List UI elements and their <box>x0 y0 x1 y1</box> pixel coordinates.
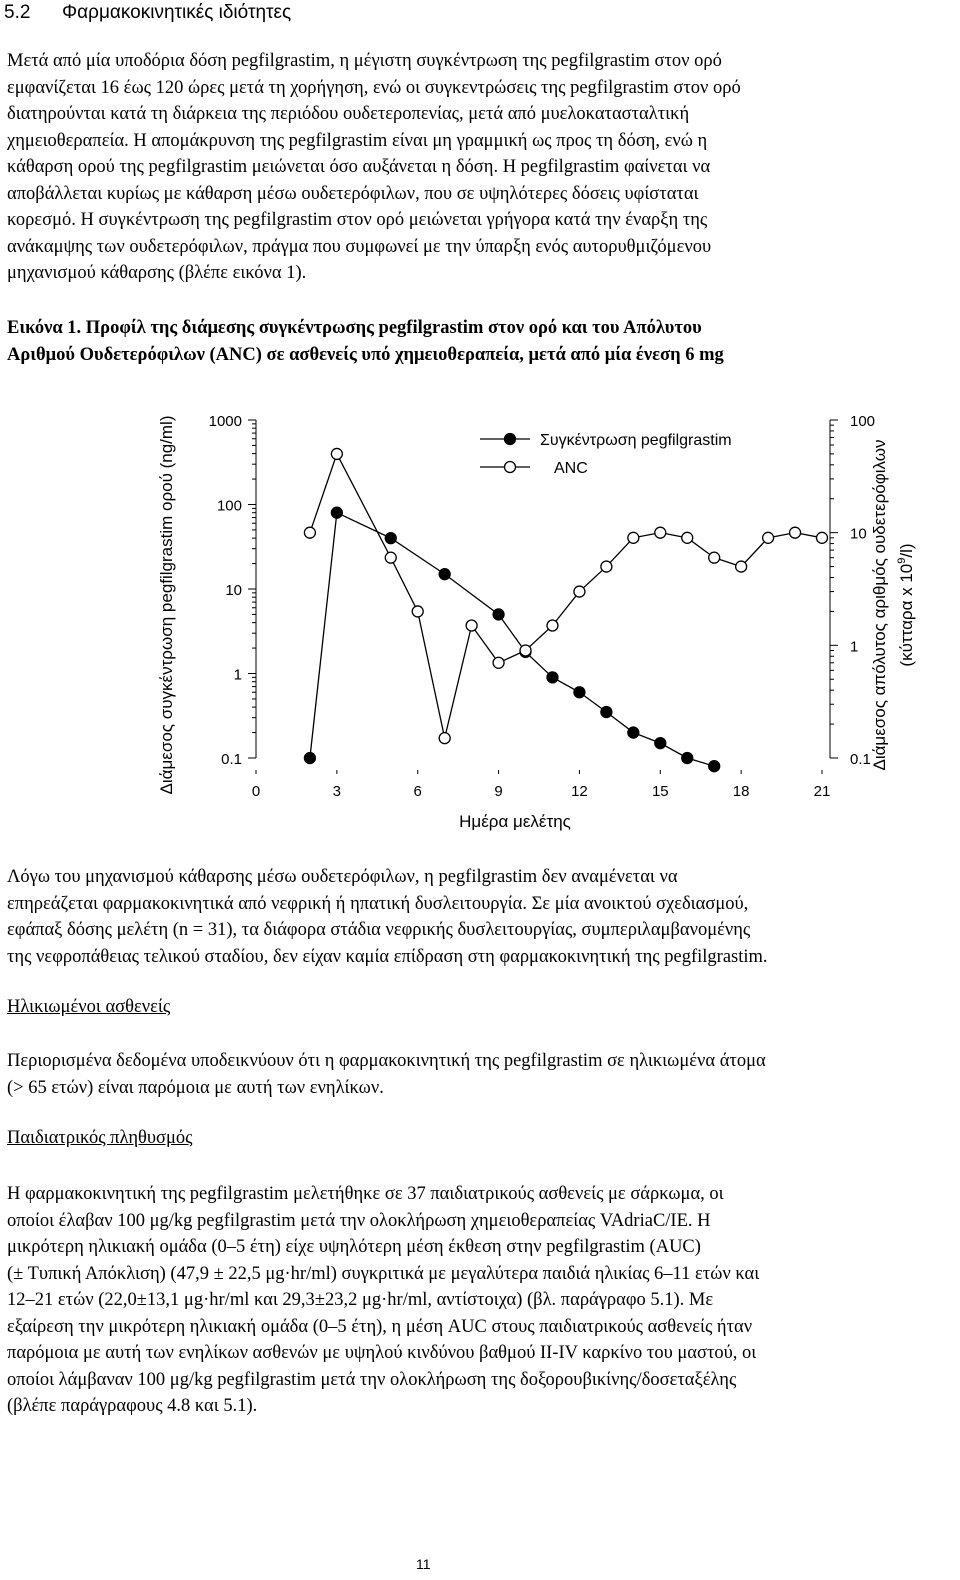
x-tick-label: 15 <box>651 783 669 800</box>
pegfilgrastim-point <box>709 761 720 772</box>
anc-point <box>304 527 315 538</box>
anc-point <box>547 620 558 631</box>
x-tick-label: 0 <box>251 783 261 800</box>
x-tick-label: 3 <box>332 783 342 800</box>
x-tick-label: 6 <box>413 783 422 800</box>
anc-point <box>709 552 720 563</box>
text-line: Η φαρμακοκινητική της pegfilgrastim μελετήθηκε σε 37 παιδιατρικούς ασθενείς με σάρκωμα, οι <box>7 1184 724 1204</box>
anc-point <box>655 527 666 538</box>
intro-paragraph <box>7 48 953 287</box>
text-line: μικρότερη ηλικιακή ομάδα (0–5 έτη) είχε υψηλότερη μέση έκθεση στην pegfilgrastim (AUC) <box>7 1237 701 1257</box>
section-heading <box>4 2 291 24</box>
text-line: κάθαρση ορού της pegfilgrastim μειώνεται όσο αυξάνεται η δόση. Η pegfilgrastim φαίνεται να <box>7 157 711 177</box>
anc-point <box>628 532 639 543</box>
text-line: εφάπαξ δόσης μελέτη (n = 31), τα διάφορα στάδια νεφρικής δυσλειτουργίας, συμπεριλαμβανομένης <box>7 920 751 940</box>
anc-point <box>601 561 612 572</box>
page-number: 11 <box>416 1556 431 1572</box>
chart-svg <box>150 370 950 850</box>
pegfilgrastim-point <box>655 738 666 749</box>
y-right-tick-label: 10 <box>850 525 867 543</box>
series-line-pegfilgrastim <box>310 513 714 767</box>
text-line: της νεφροπάθειας τελικού σταδίου, δεν είχαν καμία επίδραση στη φαρμακοκινητική της pegfilgrastim. <box>7 946 768 967</box>
anc-point <box>412 606 423 617</box>
pegfilgrastim-point <box>331 507 342 518</box>
text-line: οποίοι λάμβαναν 100 μg/kg pegfilgrastim μετά την ολοκλήρωση της δοξορουβικίνης/δοσεταξέλης <box>7 1369 737 1390</box>
units-suffix: /l) <box>897 543 916 558</box>
figure-caption-line: Αριθμού Ουδετερόφιλων (ANC) σε ασθενείς υπό χημειοθεραπεία, μετά από μία ένεση 6 mg <box>7 345 724 365</box>
x-axis-label: Ημέρα μελέτης <box>459 812 571 831</box>
y-right-tick-label: 1 <box>850 638 859 656</box>
anc-point <box>466 620 477 631</box>
text-line: παρόμοια με αυτή των ενηλίκων ασθενών με υψηλού κινδύνου βαθμού II-IV καρκίνο του μαστού, οι <box>7 1343 757 1363</box>
text-line: κορεσμό. Η συγκέντρωση της pegfilgrastim στον ορό μειώνεται γρήγορα κατά την έναρξη της <box>7 210 708 230</box>
anc-point <box>331 448 342 459</box>
pegfilgrastim-point <box>682 753 693 764</box>
text-line: διατηρούνται κατά τη διάρκεια της περιόδου ουδετεροπενίας, μετά από μυελοκατασταλτική <box>7 104 690 124</box>
anc-point <box>574 586 585 597</box>
y-axis-right-label-units <box>896 543 916 666</box>
anc-point <box>736 561 747 572</box>
y-right-tick-label: 100 <box>850 413 876 430</box>
text-line: εξαίρεση την μικρότερη ηλικιακή ομάδα (0–5 έτη), η μέση AUC στους παιδιατρικούς ασθενείς ήταν <box>7 1316 753 1337</box>
renal-paragraph <box>7 864 953 970</box>
pegfilgrastim-point <box>628 727 639 738</box>
anc-point <box>493 657 504 668</box>
legend-marker <box>505 462 516 473</box>
pk-chart <box>150 370 950 850</box>
y-axis-left-label: Διάμεσος συγκέντρωση pegfilgrastim ορού (ng/ml) <box>157 415 176 795</box>
text-line: 12–21 ετών (22,0±13,1 μg·hr/ml και 29,3±23,2 μg·hr/ml, αντίστοιχα) (βλ. παράγραφο 5.1). Με <box>7 1290 714 1310</box>
y-left-tick-label: 1000 <box>208 413 242 430</box>
pediatric-paragraph <box>7 1181 953 1420</box>
anc-point <box>817 532 828 543</box>
x-tick-label: 12 <box>571 783 588 800</box>
anc-point <box>385 552 396 563</box>
text-line: ανάκαμψης των ουδετερόφιλων, πράγμα που συμφωνεί με την ύπαρξη ενός αυτορυθμιζόμενου <box>7 236 712 257</box>
pegfilgrastim-point <box>304 753 315 764</box>
text-line: (± Τυπική Απόκλιση) (47,9 ± 22,5 μg·hr/ml) συγκριτικά με μεγαλύτερα παιδιά ηλικίας 6–11 ετών και <box>7 1263 760 1284</box>
text-line: (> 65 ετών) είναι παρόμοια με αυτή των ενηλίκων. <box>7 1077 384 1098</box>
y-left-tick-label: 0.1 <box>221 751 242 768</box>
text-line: Περιορισμένα δεδομένα υποδεικνύουν ότι η φαρμακοκινητική της pegfilgrastim σε ηλικιωμένα άτομα <box>7 1051 766 1071</box>
text-line: Μετά από μία υποδόρια δόση pegfilgrastim, η μέγιστη συγκέντρωση της pegfilgrastim στον ορό <box>7 51 722 71</box>
x-tick-label: 9 <box>494 783 503 800</box>
units-sup: 9 <box>896 557 908 564</box>
y-left-tick-label: 10 <box>225 582 242 599</box>
pediatric-heading: Παιδιατρικός πληθυσμός <box>7 1128 193 1148</box>
units-prefix: (κύτταρα x 10 <box>897 563 916 667</box>
legend-marker <box>505 434 516 445</box>
elderly-paragraph <box>7 1048 953 1101</box>
y-left-tick-label: 100 <box>216 497 242 515</box>
y-left-tick-label: 1 <box>233 666 242 684</box>
text-line: Λόγω του μηχανισμού κάθαρσης μέσω ουδετερόφιλων, η pegfilgrastim δεν αναμένεται να <box>7 867 678 887</box>
text-line: επηρεάζεται φαρμακοκινητικά από νεφρική ή ηπατική δυσλειτουργία. Σε μία ανοικτού σχεδιασμού, <box>7 893 749 914</box>
pegfilgrastim-point <box>493 609 504 620</box>
text-line: εμφανίζεται 16 έως 120 ώρες μετά τη χορήγηση, ενώ οι συγκεντρώσεις της pegfilgrastim στον ορό <box>7 77 741 98</box>
text-line: (βλέπε παράγραφους 4.8 και 5.1). <box>7 1396 258 1416</box>
y-axis-right-label: Διάμεσος απόλυτος αριθμός ουδετερόφιλων <box>870 439 889 771</box>
figure-label: Εικόνα 1. <box>7 318 82 338</box>
text-line: οποίοι έλαβαν 100 μg/kg pegfilgrastim μετά την ολοκλήρωση χημειοθεραπείας VAdriaC/IE. Η <box>7 1210 711 1231</box>
pegfilgrastim-point <box>439 569 450 580</box>
x-tick-label: 18 <box>732 783 750 800</box>
legend-label: Συγκέντρωση pegfilgrastim <box>540 432 732 449</box>
section-title: Φαρμακοκινητικές ιδιότητες <box>62 2 292 23</box>
text-line: αποβάλλεται κυρίως με κάθαρση μέσω ουδετερόφιλων, που σε υψηλότερες δόσεις υφίσταται <box>7 183 699 204</box>
text-line: μηχανισμού κάθαρσης (βλέπε εικόνα 1). <box>7 263 307 283</box>
anc-point <box>682 532 693 543</box>
text-line: χημειοθεραπεία. Η απομάκρυνση της pegfilgrastim είναι μη γραμμική ως προς τη δόση, ενώ η <box>7 130 708 151</box>
pegfilgrastim-point <box>574 687 585 698</box>
figure-caption-line: Προφίλ της διάμεσης συγκέντρωσης pegfilgrastim στον ορό και του Απόλυτου <box>85 318 702 338</box>
legend-label: ANC <box>554 460 588 477</box>
x-tick-label: 21 <box>813 783 831 800</box>
anc-point <box>790 527 801 538</box>
pegfilgrastim-point <box>547 672 558 683</box>
anc-point <box>520 645 531 656</box>
y-right-tick-label: 0.1 <box>850 751 871 768</box>
anc-point <box>439 733 450 744</box>
figure-caption <box>7 315 953 369</box>
anc-point <box>763 532 774 543</box>
elderly-heading: Ηλικιωμένοι ασθενείς <box>7 997 171 1017</box>
pegfilgrastim-point <box>601 707 612 718</box>
series-line-anc <box>310 454 822 738</box>
pegfilgrastim-point <box>385 533 396 544</box>
section-number: 5.2 <box>4 2 31 23</box>
